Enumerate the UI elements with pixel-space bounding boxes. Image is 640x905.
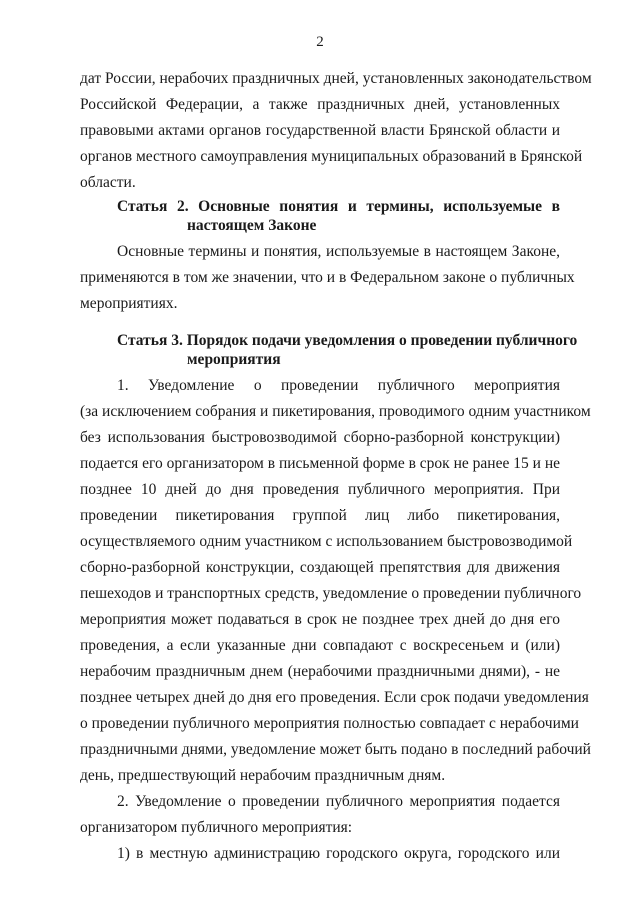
text-line: правовыми актами органов государственной власти Брянской области и (80, 122, 560, 139)
paragraph-line: проведения, а если указанные дни совпадают с воскресеньем и (или) (80, 637, 560, 654)
paragraph-line: мероприятия может подаваться в срок не позднее трех дней до дня его (80, 611, 560, 628)
paragraph-line: 2. Уведомление о проведении публичного мероприятия подается (117, 793, 560, 810)
paragraph-line: (за исключением собрания и пикетирования, проводимого одним участником (80, 403, 591, 420)
text-line: органов местного самоуправления муниципальных образований в Брянской (80, 148, 583, 165)
paragraph-line: мероприятиях. (80, 295, 178, 312)
paragraph-line: позднее 10 дней до дня проведения публичного мероприятия. При (80, 481, 560, 498)
article-3-heading-cont: мероприятия (187, 351, 281, 368)
paragraph-line: подается его организатором в письменной форме в срок не ранее 15 и не (80, 455, 560, 472)
page-number: 2 (316, 34, 324, 50)
article-2-heading: Статья 2. Основные понятия и термины, используемые в (117, 198, 560, 215)
paragraph-line: сборно-разборной конструкции, создающей препятствия для движения (80, 559, 560, 576)
text-line: Российской Федерации, а также праздничных дней, установленных (80, 96, 560, 113)
paragraph-line: нерабочим праздничным днем (нерабочими праздничными днями), - не (80, 663, 560, 680)
paragraph-line: день, предшествующий нерабочим праздничным дням. (80, 767, 446, 784)
paragraph-line: праздничными днями, уведомление может быть подано в последний рабочий (80, 741, 591, 758)
paragraph-line: организатором публичного мероприятия: (80, 819, 353, 836)
paragraph-line: осуществляемого одним участником с использованием быстровозводимой (80, 533, 573, 550)
paragraph-line: проведении пикетирования группой лиц либо пикетирования, (80, 507, 560, 524)
paragraph-line: без использования быстровозводимой сборно-разборной конструкции) (80, 429, 560, 446)
paragraph-line: Основные термины и понятия, используемые в настоящем Законе, (117, 243, 560, 260)
paragraph-line: позднее четырех дней до дня его проведения. Если срок подачи уведомления (80, 689, 589, 706)
paragraph-line: 1) в местную администрацию городского округа, городского или (117, 845, 560, 862)
article-2-heading-cont: настоящем Законе (187, 217, 317, 234)
text-line: дат России, нерабочих праздничных дней, установленных законодательством (80, 70, 592, 87)
paragraph-line: применяются в том же значении, что и в Федеральном законе о публичных (80, 269, 575, 286)
paragraph-line: о проведении публичного мероприятия полностью совпадает с нерабочими (80, 715, 579, 732)
article-3-heading: Статья 3. Порядок подачи уведомления о проведении публичного (117, 332, 578, 349)
paragraph-line: пешеходов и транспортных средств, уведомление о проведении публичного (80, 585, 582, 602)
text-line: области. (80, 174, 136, 191)
paragraph-line: 1. Уведомление о проведении публичного мероприятия (117, 377, 560, 394)
